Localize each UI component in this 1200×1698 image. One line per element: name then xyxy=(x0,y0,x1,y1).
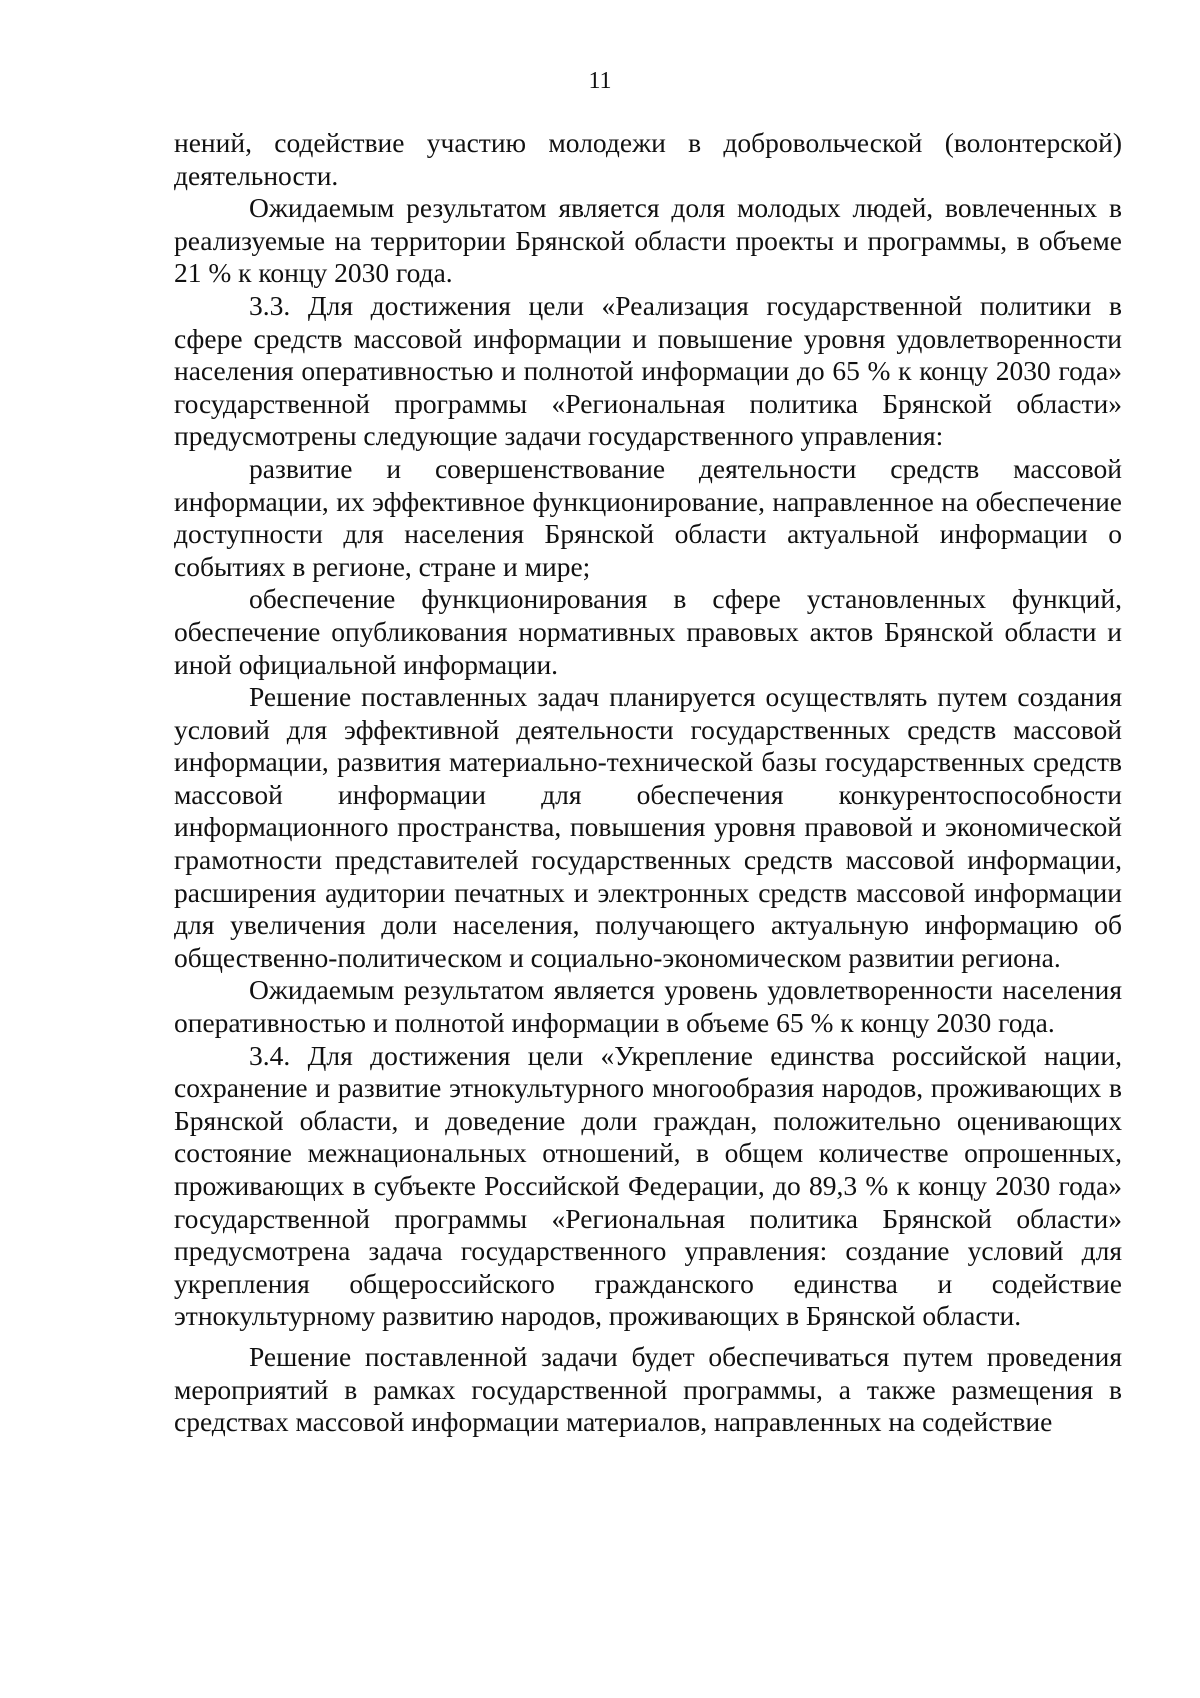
page-number: 11 xyxy=(588,68,612,94)
paragraph-expected-result-youth: Ожидаемым результатом является доля молодых людей, вовлеченных в реализуемые на территории Брянской области проекты и программы, в объеме 21 % к концу 2030 года. xyxy=(174,192,1122,289)
paragraph-task-publication: обеспечение функционирования в сфере установленных функций, обеспечение опубликования нормативных правовых актов Брянской области и иной официальной информации. xyxy=(174,583,1122,680)
paragraph-task-media-development: развитие и совершенствование деятельности средств массовой информации, их эффективное функционирование, направленное на обеспечение доступности для населения Брянской области актуальной информации о событиях в регионе, стране и мире; xyxy=(174,452,1122,582)
paragraph-section-3-3: 3.3. Для достижения цели «Реализация государственной политики в сфере средств массовой информации и повышение уровня удовлетворенности населения оперативностью и полнотой информации до 65 % к концу 2030 года» государственной программы «Региональная политика Брянской области» предусмотрены следующие задачи государственного управления: xyxy=(174,289,1122,452)
paragraph-expected-result-satisfaction: Ожидаемым результатом является уровень удовлетворенности населения оперативностью и полнотой информации в объеме 65 % к концу 2030 года. xyxy=(174,974,1122,1039)
paragraph-media-solution: Решение поставленных задач планируется осуществлять путем создания условий для эффективной деятельности государственных средств массовой информации, развития материально-технической базы государственных средств массовой информации для обеспечения конкурентоспособности информационного пространства, повышения уровня правовой и экономической грамотности представителей государственных средств массовой информации, расширения аудитории печатных и электронных средств массовой информации для увеличения доли населения, получающего актуальную информацию об общественно-политическом и социально-экономическом развитии региона. xyxy=(174,681,1122,973)
paragraph-task-solution: Решение поставленной задачи будет обеспечиваться путем проведения мероприятий в рамках государственной программы, а также размещения в средствах массовой информации материалов, направленных на содействие xyxy=(174,1340,1122,1438)
document-body xyxy=(174,127,1122,1439)
paragraph-continuation: нений, содействие участию молодежи в добровольческой (волонтерской) деятельности. xyxy=(174,127,1122,191)
paragraph-section-3-4: 3.4. Для достижения цели «Укрепление единства российской нации, сохранение и развитие этнокультурного многообразия народов, проживающих в Брянской области, и доведение доли граждан, положительно оценивающих состояние межнациональных отношений, в общем количестве опрошенных, проживающих в субъекте Российской Федерации, до 89,3 % к концу 2030 года» государственной программы «Региональная политика Брянской области» предусмотрена задача государственного управления: создание условий для укрепления общероссийского гражданского единства и содействие этнокультурному развитию народов, проживающих в Брянской области. xyxy=(174,1039,1122,1332)
